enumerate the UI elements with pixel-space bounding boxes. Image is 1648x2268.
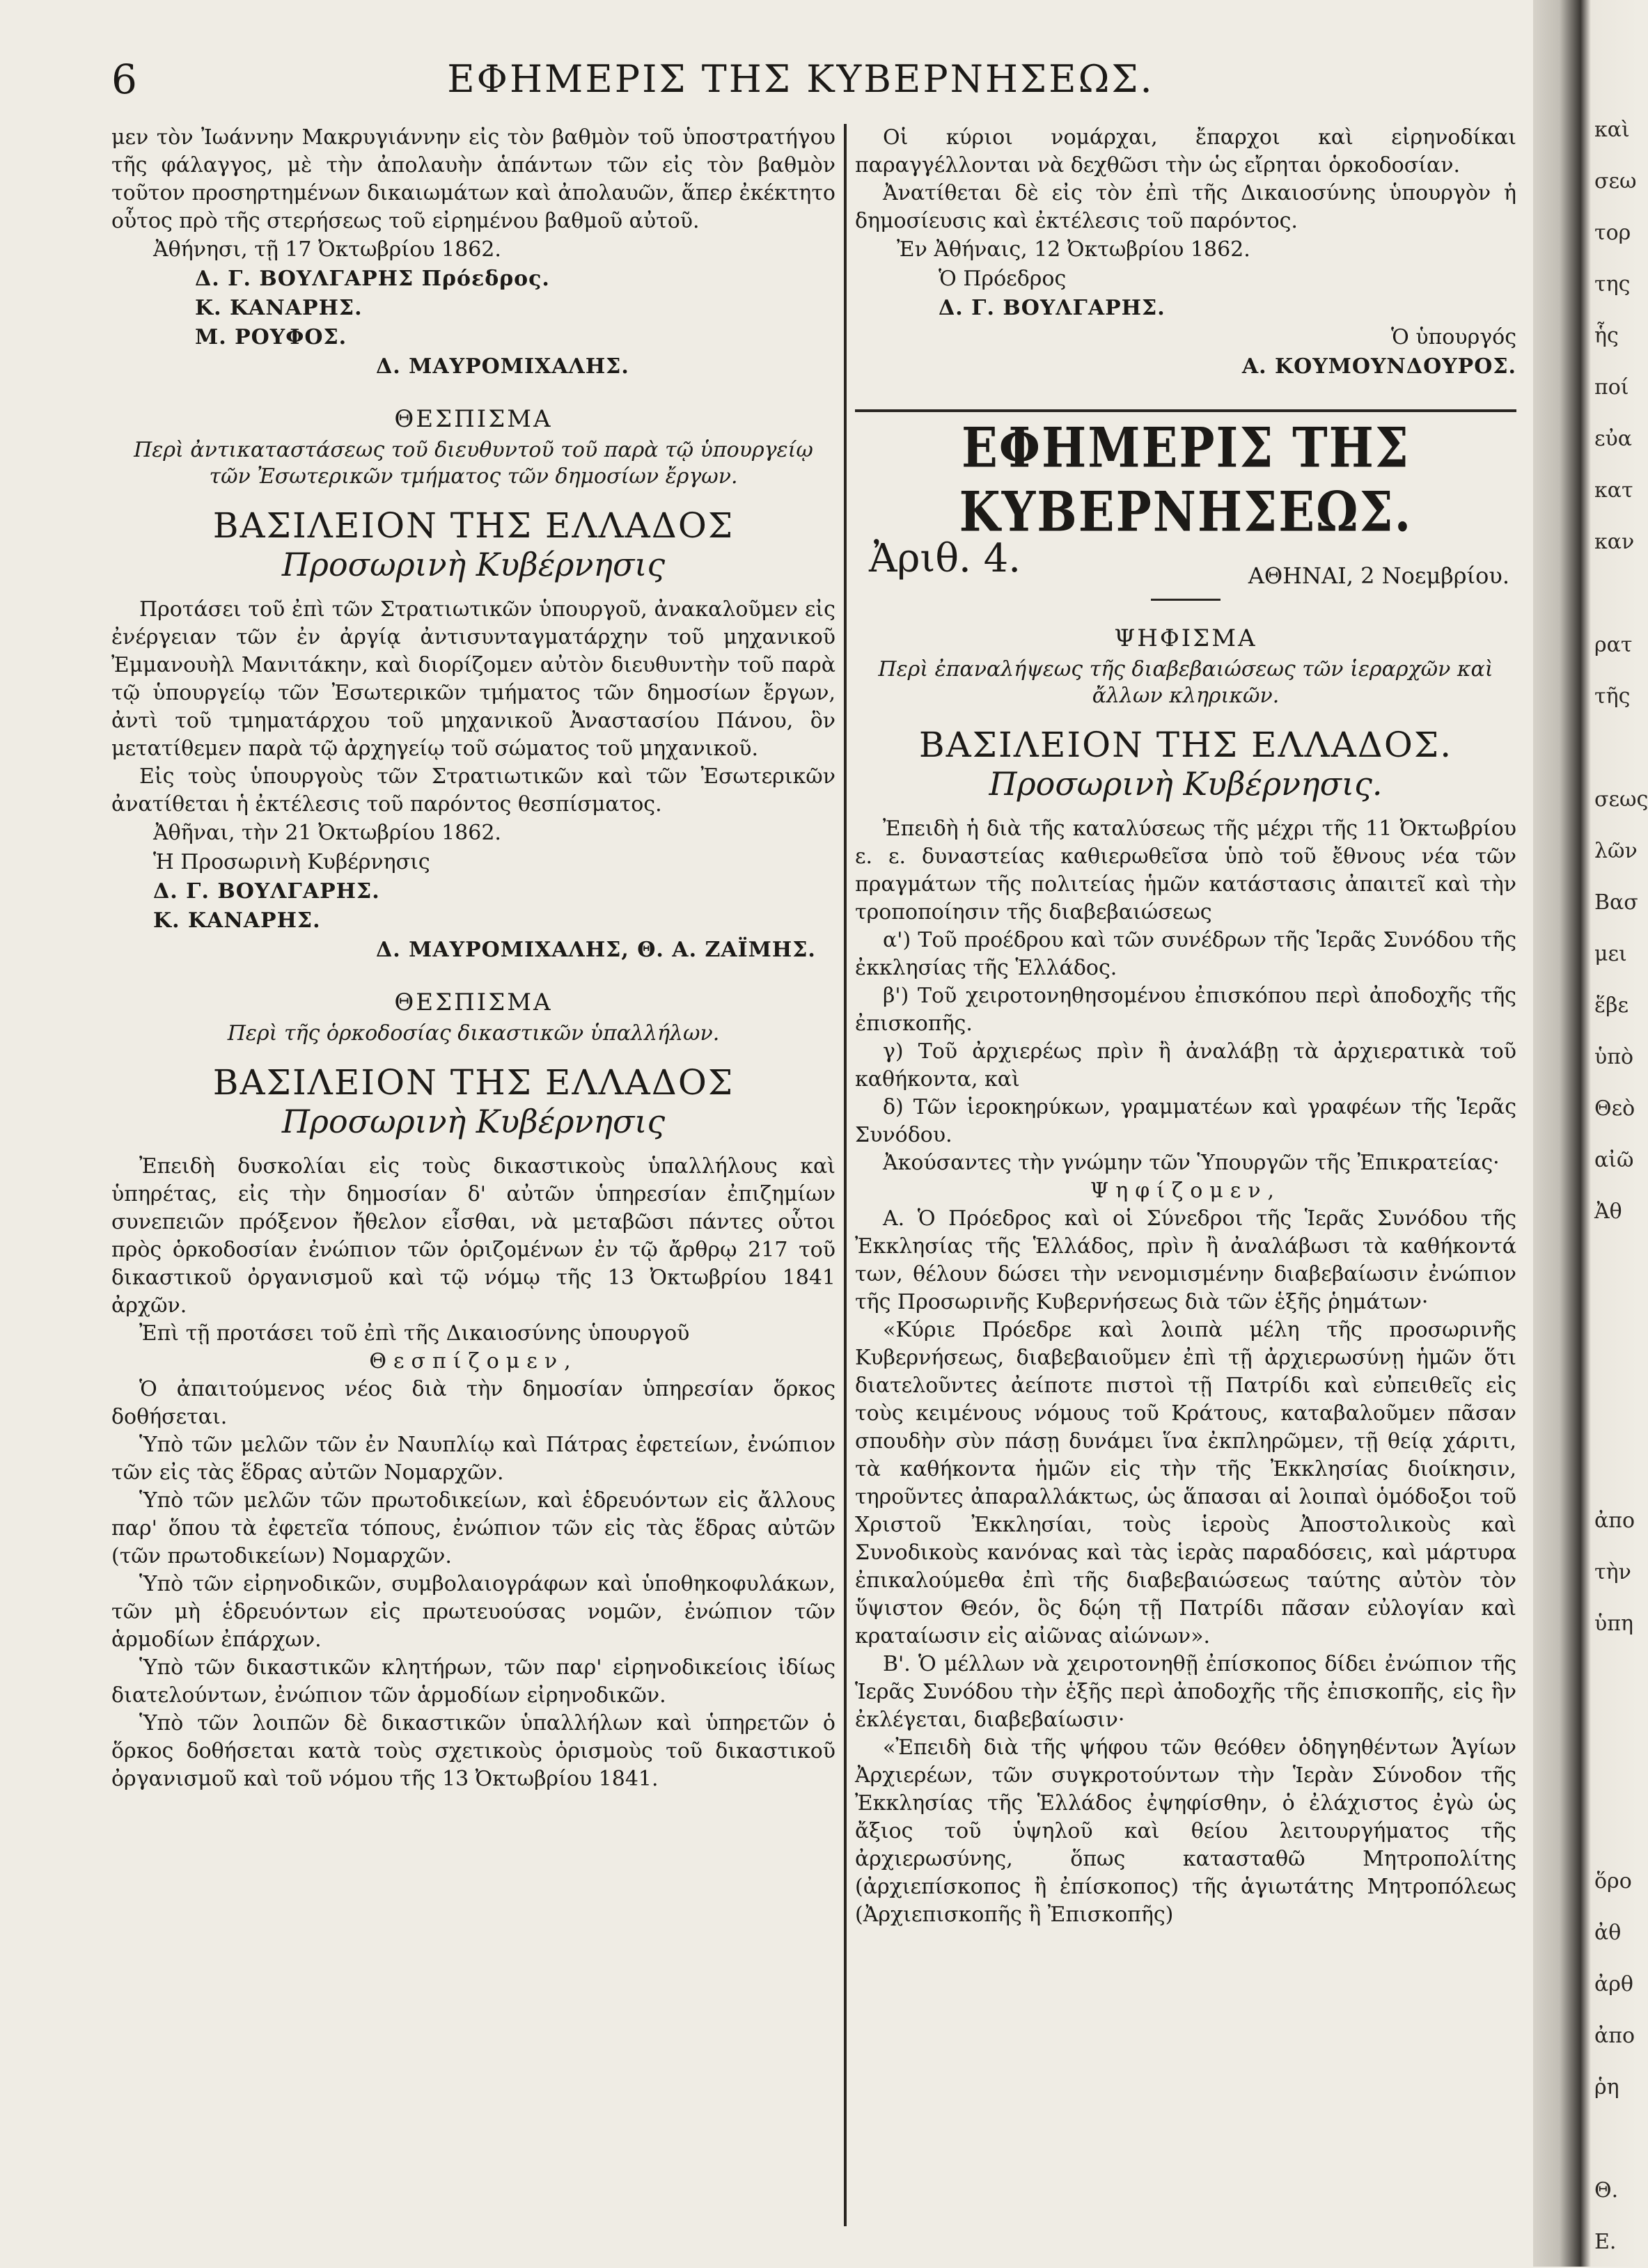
resolution-oath-a: «Κύριε Πρόεδρε καὶ λοιπὰ μέλη τῆς προσωρινῆς Κυβερνήσεως, διαβεβαιοῦμεν ἐπὶ τῇ ἀρχιερωσύνῃ ἡμῶν ὅτι διατελοῦντες ἀείποτε πιστοὶ τῇ Πατρίδι καὶ εὐπειθεῖς εἰς τοὺς κειμένους νόμους τοῦ Κράτους, καταβαλοῦμεν πᾶσαν σπουδὴν σὺν πάσῃ δυνάμει ἵνα ἐκπληρῶμεν, τῇ θείᾳ χάριτι, τὰ καθήκοντα ἡμῶν εἰς τὴν τῆς Ἐκκλησίας διοίκησιν, τηροῦντες ἀπαραλλάκτως, ὡς ἅπασαι αἱ λοιπαὶ ὁμόδοξοι τοῦ Χριστοῦ Ἐκκλησίαι, τοὺς ἱεροὺς Ἀποστολικοὺς καὶ Συνοδικοὺς κανόνας καὶ τὰς ἱερὰς παραδόσεις, καὶ μάρτυρα ἐπικαλούμεθα ἐπὶ τῆς διαβεβαιώσεως ταύτης αὐτὸν τὸν ὕψιστον Θεόν, ὃς δῴη τῇ Πατρίδι πᾶσαν εὐλογίαν καὶ κραταίωσιν εἰς αἰῶνας αἰώνων». — [855, 1318, 1516, 1648]
decree1-execution: Εἰς τοὺς ὑπουργοὺς τῶν Στρατιωτικῶν καὶ τῶν Ἐσωτερικῶν ἀνατίθεται ἡ ἐκτέλεσις τοῦ παρόντος θεσπίσματος. — [111, 764, 835, 817]
resolution-article-b: Β'. Ὁ μέλλων νὰ χειροτονηθῇ ἐπίσκοπος δίδει ἐνώπιον τῆς Ἱερᾶς Συνόδου τὴν ἑξῆς περὶ ἀποδοχῆς τῆς ἐπισκοπῆς, εἰς ἣν ἐκλέγεται, διαβεβαίωσιν· — [855, 1652, 1516, 1732]
resolution-kingdom: ΒΑΣΙΛΕΙΟΝ ΤΗΣ ΕΛΛΑΔΟΣ. — [918, 725, 1453, 765]
decree1-subject: Περὶ ἀντικαταστάσεως τοῦ διευθυντοῦ τοῦ παρὰ τῷ ὑπουργείῳ τῶν Ἐσωτερικῶν τμήματος τῶν δημοσίων ἔργων. — [134, 438, 813, 489]
decree1-date: Ἀθῆναι, τὴν 21 Ὀκτωβρίου 1862. — [153, 821, 501, 845]
intro-signature-2: Κ. ΚΑΝΑΡΗΣ. — [195, 296, 363, 320]
edge-fragment: ὅρο — [1594, 1869, 1632, 1893]
edge-fragment: Ε. — [1594, 2230, 1617, 2254]
running-title: ΕΦΗΜΕΡΙΣ ΤΗΣ ΚΥΒΕΡΝΗΣΕΩΣ. — [447, 57, 1154, 101]
decree1-kingdom: ΒΑΣΙΛΕΙΟΝ ΤΗΣ ΕΛΛΑΔΟΣ — [212, 505, 735, 546]
edge-fragment: ῥη — [1594, 2075, 1619, 2100]
edge-fragment — [1594, 1392, 1636, 1444]
edge-fragment: λῶν — [1594, 839, 1638, 863]
edge-fragment — [1594, 1701, 1636, 1753]
edge-fragment: Βασ — [1594, 890, 1638, 915]
issue-line — [855, 536, 1516, 589]
adjacent-page-fragments — [1594, 104, 1648, 2268]
continuation-paragraph-2: Ἀνατίθεται δὲ εἰς τὸν ἐπὶ τῆς Δικαιοσύνης ὑπουργὸν ἡ δημοσίευσις καὶ ἐκτέλεσις τοῦ παρόντος. — [855, 181, 1516, 233]
page-number: 6 — [111, 56, 137, 103]
resolution-item-c: γ) Τοῦ ἀρχιερέως πρὶν ἢ ἀναλάβῃ τὰ ἀρχιερατικὰ τοῦ καθήκοντα, καὶ — [855, 1039, 1516, 1092]
decree2-clause-1: Ὁ ἀπαιτούμενος νέος διὰ τὴν δημοσίαν ὑπηρεσίαν ὅρκος δοθήσεται. — [111, 1377, 835, 1429]
intro-signature-1: Δ. Γ. ΒΟΥΛΓΑΡΗΣ Πρόεδρος. — [195, 267, 550, 291]
resolution-item-d: δ) Τῶν ἱεροκηρύκων, γραμματέων καὶ γραφέων τῆς Ἱερᾶς Συνόδου. — [855, 1095, 1516, 1147]
decree2-clause-2: Ὑπὸ τῶν μελῶν τῶν ἐν Ναυπλίῳ καὶ Πάτρας ἐφετείων, ἐνώπιον τῶν εἰς τὰς ἕδρας αὐτῶν Νομαρχῶν. — [111, 1433, 835, 1485]
decree2-clause-4: Ὑπὸ τῶν εἰρηνοδικῶν, συμβολαιογράφων καὶ ὑποθηκοφυλάκων, τῶν μὴ ἑδρευόντων εἰς πρωτευούσας νομῶν, ἐνώπιον τῶν ἁρμοδίων ἐπάρχων. — [111, 1572, 835, 1652]
issue-date: ΑΘΗΝΑΙ, 2 Νοεμβρίου. — [1248, 562, 1509, 589]
short-rule — [1151, 599, 1221, 601]
edge-fragment: ἀρθ — [1594, 1972, 1633, 1997]
decree2-subject: Περὶ τῆς ὁρκοδοσίας δικαστικῶν ὑπαλλήλων. — [227, 1021, 720, 1046]
resolution-hearing: Ἀκούσαντες τὴν γνώμην τῶν Ὑπουργῶν τῆς Ἐπικρατείας· — [883, 1151, 1500, 1175]
continuation-minister-signature: Α. ΚΟΥΜΟΥΝΔΟΥΡΟΣ. — [1241, 354, 1516, 379]
edge-fragment: σεως — [1594, 787, 1648, 812]
decree2-kingdom: ΒΑΣΙΛΕΙΟΝ ΤΗΣ ΕΛΛΑΔΟΣ — [212, 1062, 735, 1103]
intro-paragraph: μεν τὸν Ἰωάννην Μακρυγιάννην εἰς τὸν βαθμὸν τοῦ ὑποστρατήγου τῆς φάλαγγος, μὲ τὴν ἀπολαυὴν ἁπάντων τῶν εἰς τὸν βαθμὸν τοῦτον προσηρτημένων δικαιωμάτων καὶ ἀπολαυῶν, ἅπερ ἐκέκτητο οὗτος πρὸ τῆς στερήσεως τοῦ εἰρημένου βαθμοῦ αὐτοῦ. — [111, 125, 835, 233]
edge-fragment: ποί — [1594, 375, 1629, 400]
edge-fragment: καν — [1594, 530, 1635, 554]
decree2-clause-3: Ὑπὸ τῶν μελῶν τῶν πρωτοδικείων, καὶ ἑδρευόντων εἰς ἄλλους παρ' ὅπου τὰ ἐφετεῖα τόπους, ἐνώπιον τῶν εἰς τὰς ἕδρας αὐτῶν (τῶν πρωτοδικείων) Νομαρχῶν. — [111, 1488, 835, 1568]
edge-fragment: ἀπο — [1594, 1509, 1635, 1533]
edge-fragment — [1594, 1238, 1636, 1289]
edge-fragment: ἀθ — [1594, 1921, 1622, 1945]
decree2-enact: Θεσπίζομεν, — [369, 1349, 578, 1373]
edge-fragment — [1594, 1753, 1636, 1804]
edge-fragment — [1594, 1444, 1636, 1495]
edge-fragment: Ἀθ — [1594, 1199, 1622, 1224]
edge-fragment: ἕβε — [1594, 993, 1629, 1018]
edge-fragment: ἧς — [1594, 324, 1619, 348]
page-header — [84, 49, 1518, 104]
edge-fragment — [1594, 568, 1636, 620]
decree1-heading: ΘΕΣΠΙΣΜΑ — [394, 405, 553, 433]
edge-fragment: Θεὸ — [1594, 1096, 1635, 1121]
continuation-president-title: Ὁ Πρόεδρος — [939, 267, 1067, 291]
decree2-government: Προσωρινὴ Κυβέρνησις — [281, 1103, 666, 1140]
issue-number: Ἀριθ. 4. — [869, 536, 1021, 581]
continuation-minister-title: Ὁ ὑπουργός — [1391, 325, 1516, 349]
resolution-article-a: Α. Ὁ Πρόεδρος καὶ οἱ Σύνεδροι τῆς Ἱερᾶς Συνόδου τῆς Ἐκκλησίας τῆς Ἑλλάδος, πρὶν ἢ ἀναλάβωσι τὰ καθήκοντά των, θέλουν δώσει τὴν νενομισμένην διαβεβαίωσιν ἐνώπιον τῆς Προσωρινῆς Κυβερνήσεως διὰ τῶν ἑξῆς ῥημάτων· — [855, 1206, 1516, 1314]
edge-fragment — [1594, 1341, 1636, 1392]
resolution-oath-b: «Ἐπειδὴ διὰ τῆς ψήφου τῶν θεόθεν ὁδηγηθέντων Ἁγίων Ἀρχιερέων, τῶν συγκροτούντων τὴν Ἱερὰν Σύνοδον τῆς Ἐκκλησίας τῆς Ἑλλάδος ἐψηφίσθην, ὁ ἐλάχιστος ἐγὼ ὡς ἄξιος τοῦ ὑψηλοῦ καὶ θείου λειτουργήματος τῆς ἀρχιερωσύνης, ὅπως κατασταθῶ Μητροπολίτης (ἀρχιεπίσκοπος ἢ ἐπίσκοπος) τῆς ἁγιωτάτης Μητροπόλεως (Ἀρχιεπισκοπῆς ἢ Ἐπισκοπῆς) — [855, 1735, 1516, 1927]
section-rule — [855, 409, 1516, 412]
decree1-signature-3: Δ. ΜΑΥΡΟΜΙΧΑΛΗΣ, Θ. Α. ΖΑΪΜΗΣ. — [376, 938, 816, 962]
decree1-body: Προτάσει τοῦ ἐπὶ τῶν Στρατιωτικῶν ὑπουργοῦ, ἀνακαλοῦμεν εἰς ἐνέργειαν τῶν ἐν ἀργίᾳ ἀντισυνταγματάρχην τοῦ μηχανικοῦ Ἐμμανουὴλ Μανιτάκην, καὶ διορίζομεν αὐτὸν διευθυντὴν τοῦ παρὰ τῷ ὑπουργείῳ τῶν Ἐσωτερικῶν τμήματος τῶν δημοσίων ἔργων, ἀντὶ τοῦ τμηματάρχου τοῦ μηχανικοῦ Ἀναστασίου Πάνου, ὃν μετατίθεμεν παρὰ τῷ ἀρχηγείῳ τοῦ σώματος τοῦ μηχανικοῦ. — [111, 597, 835, 761]
masthead-title: ΕΦΗΜΕΡΙΣ ΤΗΣ ΚΥΒΕΡΝΗΣΕΩΣ. — [959, 416, 1413, 544]
resolution-government: Προσωρινὴ Κυβέρνησις. — [989, 765, 1383, 803]
decree1-authority: Ἡ Προσωρινὴ Κυβέρνησις — [153, 850, 430, 874]
left-column — [111, 124, 835, 1793]
continuation-paragraph-1: Οἱ κύριοι νομάρχαι, ἔπαρχοι καὶ εἰρηνοδίκαι παραγγέλλονται νὰ δεχθῶσι τὴν ὡς εἴρηται ὁρκοδοσίαν. — [855, 125, 1516, 178]
resolution-subject: Περὶ ἐπαναλήψεως τῆς διαβεβαιώσεως τῶν ἱεραρχῶν καὶ ἄλλων κληρικῶν. — [878, 657, 1493, 708]
intro-date: Ἀθήνησι, τῇ 17 Ὀκτωβρίου 1862. — [153, 237, 501, 262]
edge-fragment: της — [1594, 272, 1631, 297]
resolution-item-a: α') Τοῦ προέδρου καὶ τῶν συνέδρων τῆς Ἱερᾶς Συνόδου τῆς ἐκκλησίας τῆς Ἑλλάδος. — [855, 928, 1516, 980]
edge-fragment: τορ — [1594, 221, 1631, 245]
intro-signature-4: Δ. ΜΑΥΡΟΜΙΧΑΛΗΣ. — [376, 354, 629, 379]
decree2-proposal: Ἐπὶ τῇ προτάσει τοῦ ἐπὶ τῆς Δικαιοσύνης ὑπουργοῦ — [139, 1321, 690, 1346]
edge-fragment: κατ — [1594, 478, 1633, 503]
intro-signature-3: Μ. ΡΟΥΦΟΣ. — [195, 325, 347, 349]
resolution-body: Ἐπειδὴ ἡ διὰ τῆς καταλύσεως τῆς μέχρι τῆς 11 Ὀκτωβρίου ε. ε. δυναστείας καθιερωθεῖσα ὑπὸ τοῦ ἔθνους νέα τῶν πραγμάτων τῆς πολιτείας ἡμῶν κατάστασις ἀπαιτεῖ καὶ τὴν τροποποίησιν τῆς διαβεβαιώσεως — [855, 817, 1516, 924]
decree1-signature-2: Κ. ΚΑΝΑΡΗΣ. — [153, 908, 321, 933]
edge-fragment — [1594, 2113, 1636, 2165]
edge-fragment: ἀπο — [1594, 2024, 1635, 2048]
edge-fragment — [1594, 1650, 1636, 1701]
decree2-clause-5: Ὑπὸ τῶν δικαστικῶν κλητήρων, τῶν παρ' εἰρηνοδικείοις ἰδίως διατελούντων, ἐνώπιον τῶν ἁρμοδίων εἰρηνοδικῶν. — [111, 1655, 835, 1708]
edge-fragment: ὑπὸ — [1594, 1045, 1634, 1069]
decree1-signature-1: Δ. Γ. ΒΟΥΛΓΑΡΗΣ. — [153, 879, 380, 904]
resolution-item-b: β') Τοῦ χειροτονηθησομένου ἐπισκόπου περὶ ἀποδοχῆς τῆς ἐπισκοπῆς. — [855, 984, 1516, 1036]
edge-fragment: τὴν — [1594, 1560, 1631, 1584]
edge-fragment: τῆς — [1594, 684, 1631, 709]
edge-fragment — [1594, 1289, 1636, 1341]
decree2-body: Ἐπειδὴ δυσκολίαι εἰς τοὺς δικαστικοὺς ὑπαλλήλους καὶ ὑπηρέτας, εἰς τὴν δημοσίαν δ' αὐτῶν ὑπηρεσίαν ἐπιζημίων συνεπειῶν πρόξενον ἤθελον εἶσθαι, νὰ μεταβῶσι πάντες οὗτοι πρὸς ὁρκοδοσίαν ἐνώπιον τῶν ὁριζομένων ἐν τῷ ἄρθρῳ 217 τοῦ δικαστικοῦ ὀργανισμοῦ καὶ τῷ νόμῳ τῆς 13 Ὀκτωβρίου 1841 ἀρχῶν. — [111, 1154, 835, 1318]
right-column — [855, 124, 1516, 1929]
continuation-date: Ἐν Ἀθήναις, 12 Ὀκτωβρίου 1862. — [897, 237, 1250, 262]
column-divider — [844, 124, 847, 2226]
decree2-heading: ΘΕΣΠΙΣΜΑ — [394, 989, 553, 1016]
edge-fragment: σεω — [1594, 169, 1637, 194]
edge-fragment: Θ. — [1594, 2178, 1619, 2203]
edge-fragment — [1594, 723, 1636, 774]
edge-fragment: καὶ — [1594, 118, 1630, 142]
edge-fragment: αἰῶ — [1594, 1148, 1634, 1172]
edge-fragment: μει — [1594, 942, 1627, 966]
decree1-government: Προσωρινὴ Κυβέρνησις — [281, 546, 666, 583]
decree2-clause-6: Ὑπὸ τῶν λοιπῶν δὲ δικαστικῶν ὑπαλλήλων καὶ ὑπηρετῶν ὁ ὅρκος δοθήσεται κατὰ τοὺς σχετικοὺς ὁρισμοὺς τοῦ δικαστικοῦ ὀργανισμοῦ καὶ τοῦ νόμου τῆς 13 Ὀκτωβρίου 1841. — [111, 1711, 835, 1791]
edge-fragment — [1594, 1804, 1636, 1856]
resolution-heading: ΨΗΦΙΣΜΑ — [1114, 624, 1257, 652]
resolution-enact: Ψηφίζομεν, — [1090, 1179, 1282, 1203]
edge-fragment: εὐα — [1594, 427, 1633, 451]
edge-fragment: ρατ — [1594, 633, 1633, 657]
continuation-president-signature: Δ. Γ. ΒΟΥΛΓΑΡΗΣ. — [939, 296, 1166, 320]
edge-fragment: ὑπη — [1594, 1612, 1633, 1636]
